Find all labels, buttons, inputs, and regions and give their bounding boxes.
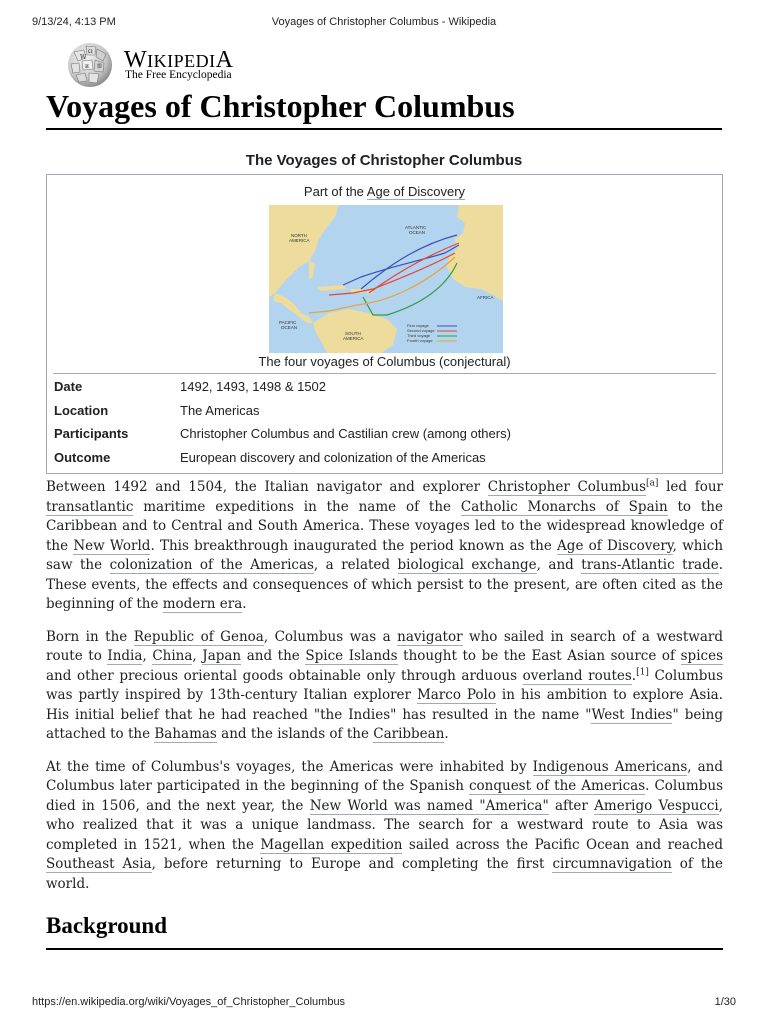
link-spice-islands[interactable]: Spice Islands — [305, 648, 398, 664]
link-southeast-asia[interactable]: Southeast Asia — [46, 856, 152, 872]
infobox-row-participants — [47, 426, 722, 448]
print-doc-title: Voyages of Christopher Columbus - Wikipedia — [271, 16, 497, 28]
wikipedia-wordmark: WIKIPEDIA — [124, 47, 234, 73]
link-overland-routes[interactable]: overland routes — [522, 667, 632, 684]
svg-text:Ω: Ω — [88, 49, 93, 55]
infobox-label: Participants — [54, 426, 129, 441]
link-bahamas[interactable]: Bahamas — [154, 726, 217, 742]
infobox-label: Date — [54, 379, 83, 394]
print-datetime: 9/13/24, 4:13 PM — [32, 16, 116, 28]
link-magellan-expedition[interactable]: Magellan expedition — [260, 836, 403, 853]
paragraph-1: Between 1492 and 1504, the Italian navigator and explorer Christopher Columbus[a] led four transatlantic maritime expeditions in the name of the Catholic Monarchs of Spain to the Caribbean and to Central and South America. These voyages led to the widespread knowledge of the New World. This breakthrough inaugurated the period known as the Age of Discovery, which saw the colonization of the Americas, a related biological exchange, and trans-Atlantic trade. These events, the effects and consequences of which persist to the present, are often cited as the beginning of the modern era. — [46, 478, 724, 612]
link-india[interactable]: India — [107, 648, 143, 664]
link-age-of-discovery[interactable]: Age of Discovery — [557, 537, 673, 554]
link-navigator[interactable]: navigator — [397, 628, 463, 645]
infobox-part-of: Part of the Age of Discovery — [303, 184, 466, 199]
link-transatlantic[interactable]: transatlantic — [46, 498, 134, 515]
link-new-world[interactable]: New World — [73, 537, 151, 554]
footnote-a[interactable]: [a] — [646, 478, 659, 489]
svg-text:維: 維 — [97, 64, 103, 70]
wikipedia-logo[interactable] — [62, 40, 262, 90]
legend-first-voyage: First voyage — [407, 323, 429, 328]
map-label-atlantic-2: OCEAN — [409, 230, 426, 235]
infobox-label: Location — [54, 403, 109, 418]
infobox-row-outcome — [47, 450, 722, 472]
legend-third-voyage: Third voyage — [407, 333, 431, 338]
link-conquest-of-americas[interactable]: conquest of the Americas — [468, 778, 646, 794]
link-indigenous-americans[interactable]: Indigenous Americans — [532, 758, 688, 775]
link-republic-of-genoa[interactable]: Republic of Genoa — [133, 628, 264, 645]
map-label-north-america-2: AMERICA — [289, 238, 310, 243]
link-colonization-americas[interactable]: colonization of the Americas — [109, 557, 314, 573]
print-footer — [32, 996, 736, 1010]
link-west-indies[interactable]: West Indies — [591, 706, 673, 723]
print-header — [32, 16, 736, 30]
link-trans-atlantic-trade[interactable]: trans-Atlantic trade — [581, 557, 719, 573]
map-label-atlantic-1: ATLANTIC — [405, 225, 427, 230]
link-new-world-named-america[interactable]: New World was named "America" — [309, 797, 549, 814]
section-heading-background: Background — [46, 910, 723, 950]
infobox-value: European discovery and colonization of the Americas — [180, 450, 486, 465]
infobox-row-location — [47, 403, 722, 425]
wikipedia-globe-icon — [62, 40, 118, 90]
map-caption: The four voyages of Columbus (conjectural) — [258, 354, 511, 369]
paragraph-3: At the time of Columbus's voyages, the Americas were inhabited by Indigenous Americans, and Columbus later participated in the beginning of the Spanish conquest of the Americas. Columbus died in 1506, and the next year, the New World was named "America" after Amerigo Vespucci, who realized that it was a unique landmass. The search for a westward route to Asia was completed in 1521, when the Magellan expedition sailed across the Pacific Ocean and reached Southeast Asia, before returning to Europe and completing the first circumnavigation of the world. — [46, 758, 724, 892]
map-label-pacific-1: PACIFIC — [279, 320, 297, 325]
link-biological-exchange[interactable]: biological exchange — [397, 557, 537, 573]
print-page-number: 1/30 — [714, 996, 736, 1008]
infobox — [46, 174, 723, 474]
footnote-1[interactable]: [1] — [636, 667, 649, 677]
link-spices[interactable]: spices — [680, 648, 723, 664]
print-url: https://en.wikipedia.org/wiki/Voyages_of_Christopher_Columbus — [32, 996, 346, 1008]
infobox-row-date — [47, 379, 722, 401]
link-modern-era[interactable]: modern era — [162, 596, 243, 612]
svg-text:и: и — [85, 63, 89, 70]
link-marco-polo[interactable]: Marco Polo — [416, 687, 496, 703]
link-china[interactable]: China — [152, 648, 193, 664]
svg-text:W: W — [80, 54, 87, 61]
infobox-value: 1492, 1493, 1498 & 1502 — [180, 379, 327, 394]
infobox-label: Outcome — [54, 450, 111, 465]
map-label-south-america-2: AMERICA — [343, 336, 364, 341]
link-japan[interactable]: Japan — [202, 648, 242, 664]
infobox-divider — [53, 373, 716, 374]
infobox-value: Christopher Columbus and Castilian crew (among others) — [180, 426, 511, 441]
wikipedia-tagline: The Free Encyclopedia — [125, 69, 232, 81]
link-christopher-columbus[interactable]: Christopher Columbus — [487, 479, 647, 495]
legend-fourth-voyage: Fourth voyage — [407, 338, 433, 343]
age-of-discovery-link[interactable]: Age of Discovery — [366, 184, 466, 199]
infobox-caption: The Voyages of Christopher Columbus — [245, 152, 523, 169]
link-caribbean[interactable]: Caribbean — [373, 726, 445, 742]
map-label-pacific-2: OCEAN — [281, 325, 298, 330]
page-title: Voyages of Christopher Columbus — [46, 86, 722, 130]
infobox-value: The Americas — [180, 403, 260, 418]
map-label-north-america-1: NORTH — [291, 233, 307, 238]
map-label-africa: AFRICA — [477, 295, 494, 300]
voyages-map[interactable] — [269, 205, 503, 353]
link-circumnavigation[interactable]: circumnavigation — [552, 856, 672, 872]
link-amerigo-vespucci[interactable]: Amerigo Vespucci — [594, 797, 719, 814]
article-body — [46, 478, 723, 907]
link-catholic-monarchs[interactable]: Catholic Monarchs of Spain — [460, 498, 668, 515]
legend-second-voyage: Second voyage — [407, 328, 435, 333]
map-label-south-america-1: SOUTH — [345, 331, 361, 336]
paragraph-2: Born in the Republic of Genoa, Columbus was a navigator who sailed in search of a westward route to India, China, Japan and the Spice Islands thought to be the East Asian source of spices and other precious oriental goods obtainable only through arduous overland routes.[1] Columbus was partly inspired by 13th-century Italian explorer Marco Polo in his ambition to explore Asia. His initial belief that he had reached "the Indies" has resulted in the name "West Indies" being attached to the Bahamas and the islands of the Caribbean. — [46, 628, 724, 742]
